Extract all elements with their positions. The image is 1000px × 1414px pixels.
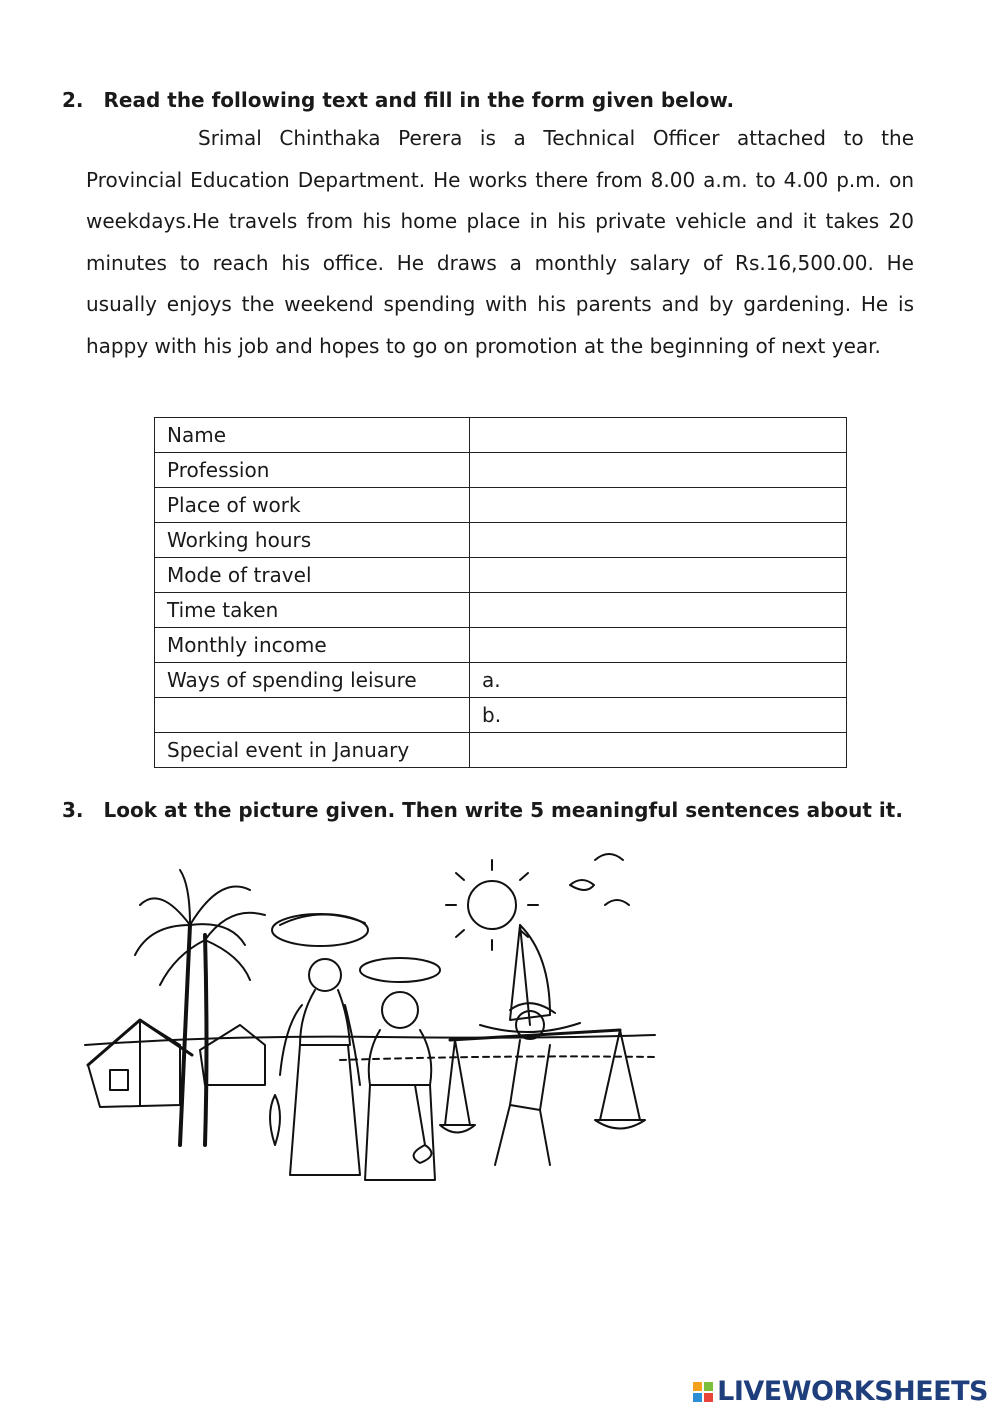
question-2-instruction: Read the following text and fill in the form given below. xyxy=(103,88,735,112)
form-row xyxy=(155,628,847,663)
form-row xyxy=(155,733,847,768)
question-2-heading xyxy=(62,88,734,112)
passage-text: Srimal Chinthaka Perera is a Technical Officer attached to the Provincial Education Department. He works there from 8.00 a.m. to 4.00 p.m. on weekdays.He travels from his home place in his private vehicle and it takes 20 minutes to reach his office. He draws a monthly salary of Rs.16,500.00. He usually enjoys the weekend spending with his parents and by gardening. He is happy with his job and hopes to go on promotion at the beginning of next year. xyxy=(86,126,914,358)
form-answer-field[interactable] xyxy=(470,453,847,488)
logo-square xyxy=(704,1382,713,1391)
form-row xyxy=(155,663,847,698)
form-row xyxy=(155,698,847,733)
question-3-instruction: Look at the picture given. Then write 5 meaningful sentences about it. xyxy=(103,798,903,822)
form-row xyxy=(155,523,847,558)
form-row xyxy=(155,418,847,453)
form-label: Mode of travel xyxy=(155,558,470,593)
question-2-number: 2. xyxy=(62,88,84,112)
logo-square xyxy=(693,1382,702,1391)
form-label: Special event in January xyxy=(155,733,470,768)
form-answer-field[interactable] xyxy=(470,523,847,558)
form-label: Name xyxy=(155,418,470,453)
form-answer-field[interactable] xyxy=(470,418,847,453)
form-row xyxy=(155,558,847,593)
reading-passage xyxy=(86,118,914,367)
form-answer-field[interactable] xyxy=(470,593,847,628)
form-label: Time taken xyxy=(155,593,470,628)
form-label: Ways of spending leisure xyxy=(155,663,470,698)
information-form xyxy=(154,417,847,768)
form-row xyxy=(155,453,847,488)
form-label: Monthly income xyxy=(155,628,470,663)
question-3-number: 3. xyxy=(62,798,84,822)
brand-name: LIVEWORKSHEETS xyxy=(717,1376,988,1407)
form-answer-field[interactable]: b. xyxy=(470,698,847,733)
form-answer-field[interactable] xyxy=(470,558,847,593)
form-row xyxy=(155,593,847,628)
form-label: Working hours xyxy=(155,523,470,558)
form-label: Profession xyxy=(155,453,470,488)
form-row xyxy=(155,488,847,523)
form-answer-field[interactable] xyxy=(470,733,847,768)
form-label: Place of work xyxy=(155,488,470,523)
fishing-village-illustration xyxy=(80,845,660,1195)
form-label xyxy=(155,698,470,733)
liveworksheets-logo-icon xyxy=(693,1382,713,1402)
form-answer-field[interactable]: a. xyxy=(470,663,847,698)
form-answer-field[interactable] xyxy=(470,628,847,663)
logo-square xyxy=(704,1393,713,1402)
form-answer-field[interactable] xyxy=(470,488,847,523)
question-3-heading xyxy=(62,798,903,822)
liveworksheets-brand[interactable] xyxy=(693,1376,988,1407)
logo-square xyxy=(693,1393,702,1402)
